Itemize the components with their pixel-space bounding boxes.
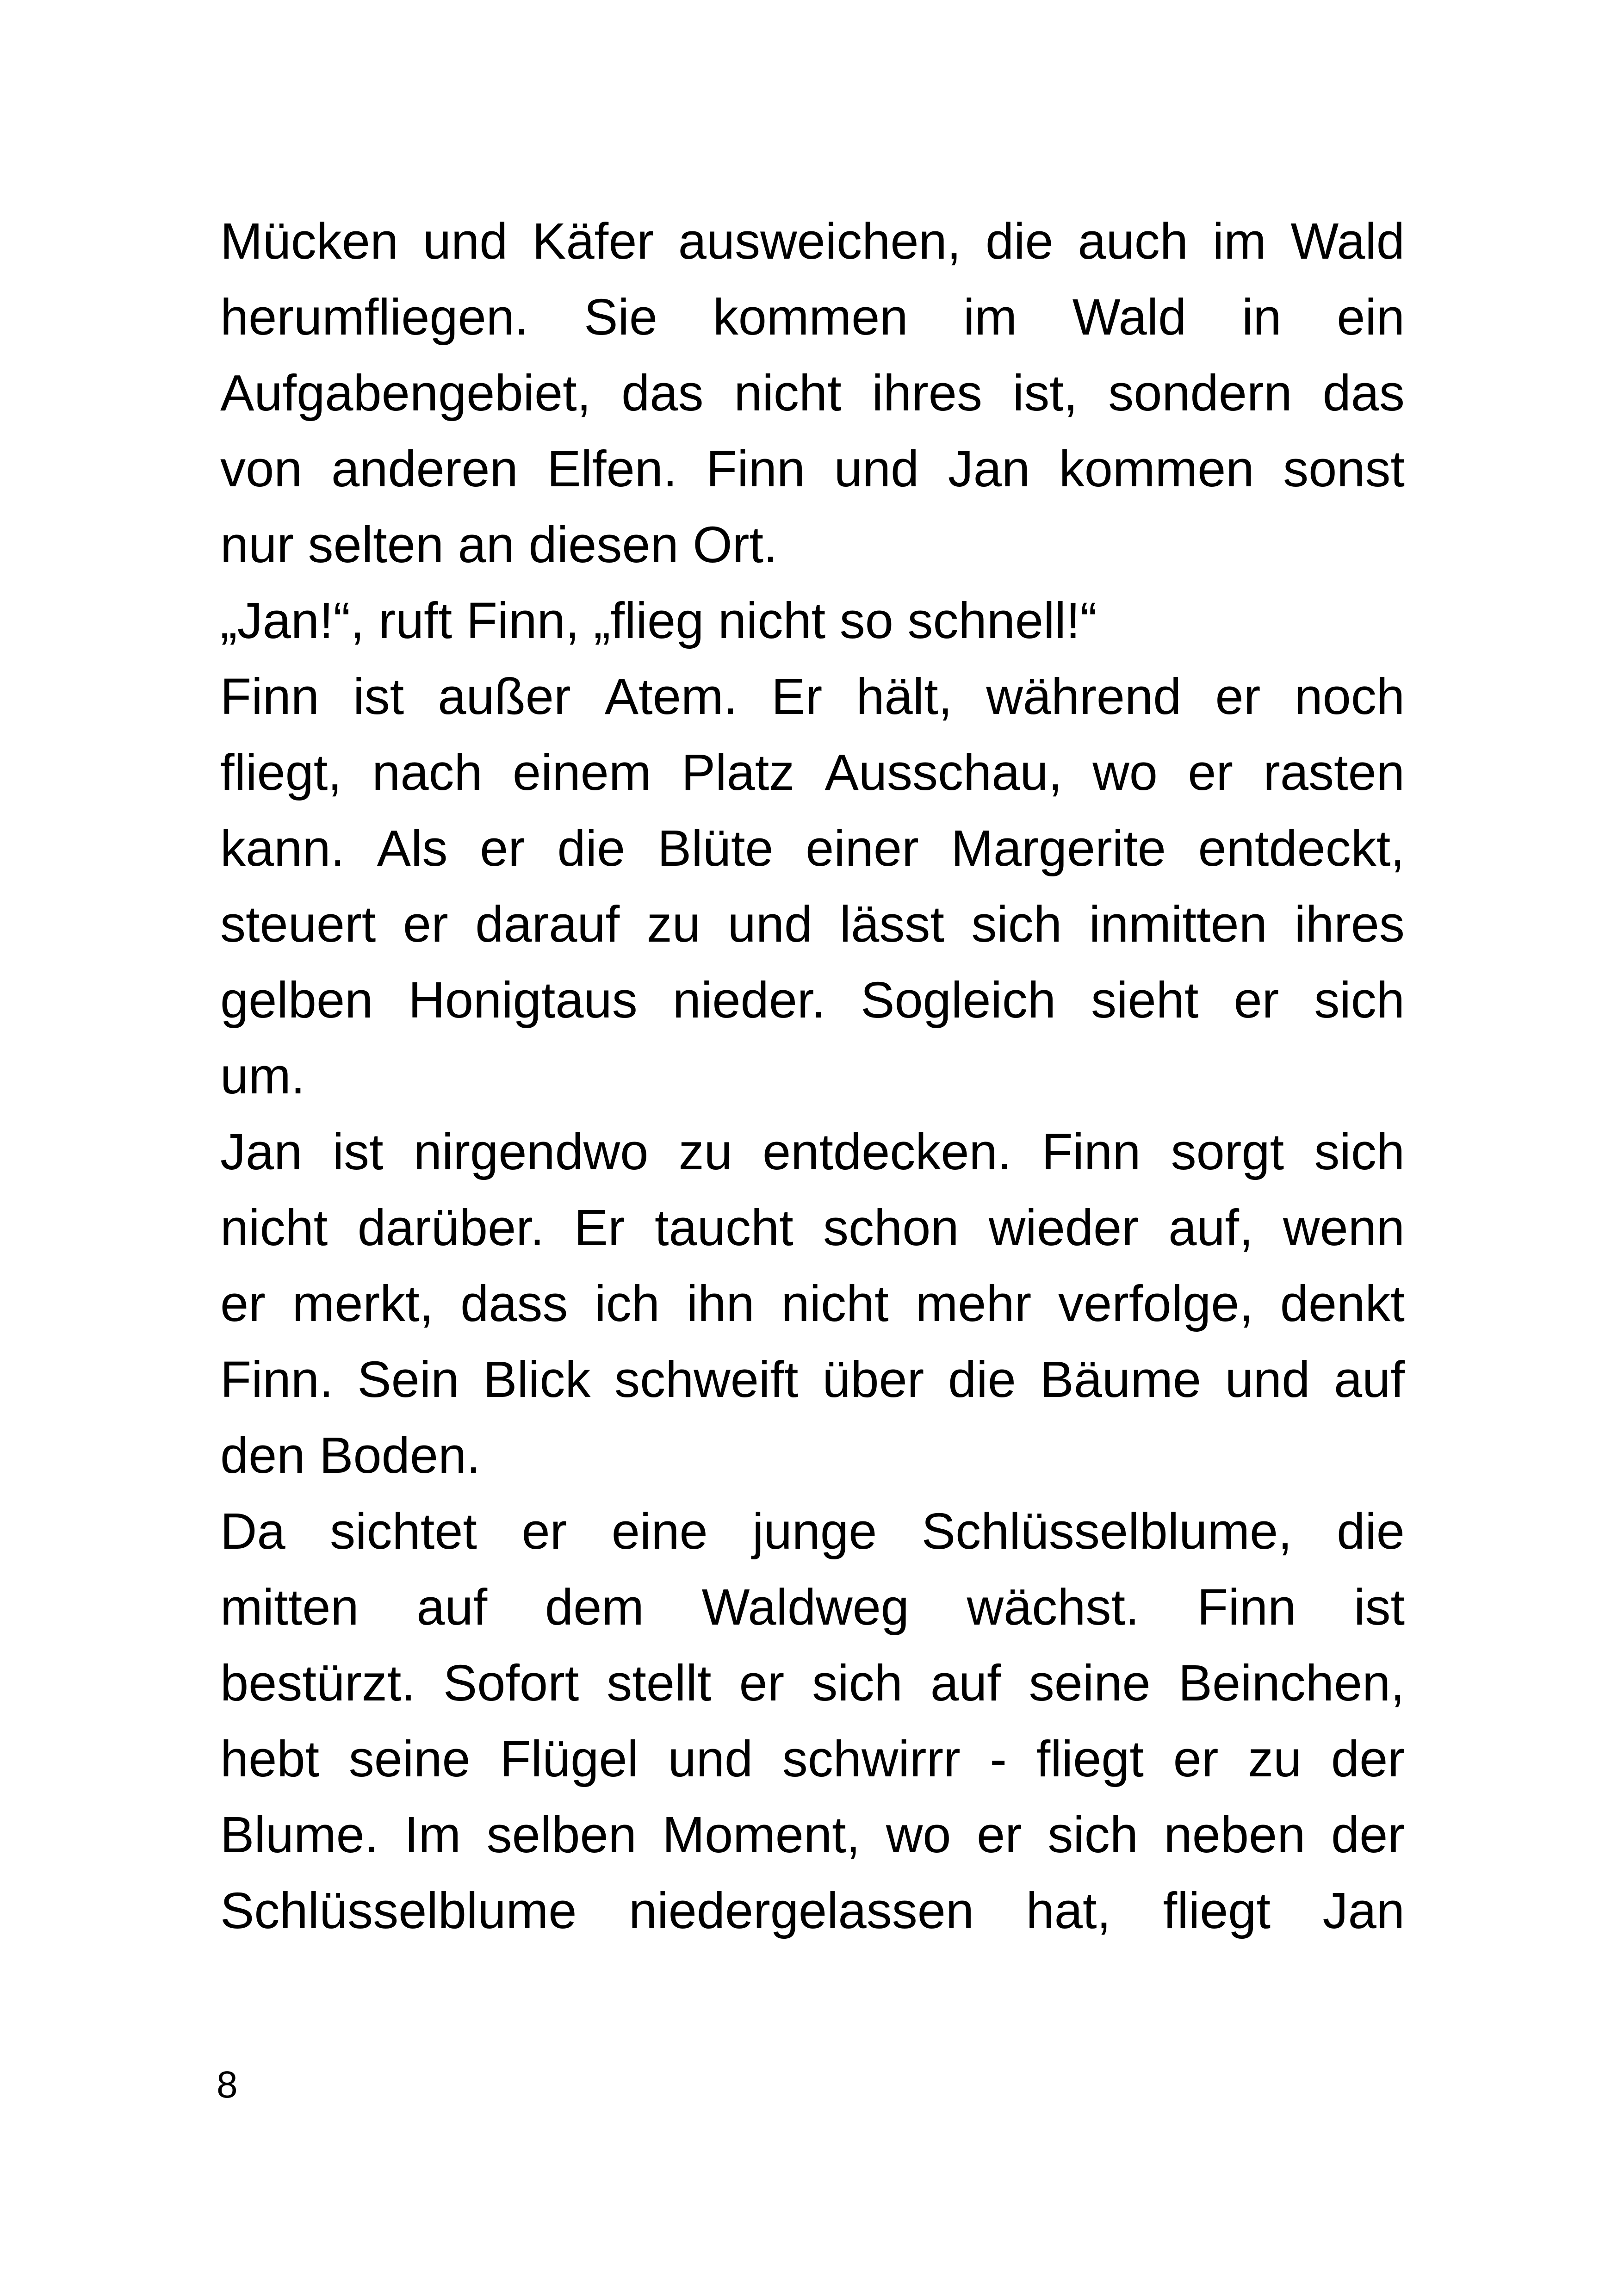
- text-line: fliegt, nach einem Platz Ausschau, wo er rasten: [220, 744, 1405, 801]
- text-line: Finn ist außer Atem. Er hält, während er noch: [220, 668, 1405, 725]
- text-line: mitten auf dem Waldweg wächst. Finn ist: [220, 1579, 1405, 1636]
- body-text: [220, 204, 1405, 1949]
- text-line: Jan ist nirgendwo zu entdecken. Finn sorgt sich: [220, 1123, 1405, 1180]
- text-line: Blume. Im selben Moment, wo er sich neben der: [220, 1806, 1405, 1863]
- text-line: Finn. Sein Blick schweift über die Bäume und auf: [220, 1351, 1405, 1408]
- text-line: Aufgabengebiet, das nicht ihres ist, sondern das: [220, 365, 1405, 422]
- page-number: 8: [217, 2064, 238, 2106]
- text-line: herumfliegen. Sie kommen im Wald in ein: [220, 289, 1405, 346]
- text-line: Mücken und Käfer ausweichen, die auch im Wald: [220, 213, 1405, 270]
- text-line: bestürzt. Sofort stellt er sich auf seine Beinchen,: [220, 1655, 1405, 1712]
- text-line: Da sichtet er eine junge Schlüsselblume, die: [220, 1503, 1405, 1560]
- text-line: nicht darüber. Er taucht schon wieder auf, wenn: [220, 1199, 1405, 1256]
- text-line: nur selten an diesen Ort.: [220, 516, 778, 573]
- text-line: von anderen Elfen. Finn und Jan kommen sonst: [220, 441, 1405, 497]
- text-line: hebt seine Flügel und schwirrr - fliegt er zu der: [220, 1731, 1405, 1787]
- text-line: den Boden.: [220, 1427, 481, 1484]
- text-line: um.: [220, 1048, 305, 1105]
- text-line: gelben Honigtaus nieder. Sogleich sieht er sich: [220, 972, 1405, 1029]
- text-line: steuert er darauf zu und lässt sich inmitten ihres: [220, 896, 1405, 953]
- text-line: kann. Als er die Blüte einer Margerite entdeckt,: [220, 820, 1405, 877]
- text-line: Schlüsselblume niedergelassen hat, fliegt Jan: [220, 1882, 1405, 1939]
- text-line: „Jan!“, ruft Finn, „flieg nicht so schnell!“: [220, 592, 1097, 649]
- text-line: er merkt, dass ich ihn nicht mehr verfolge, denkt: [220, 1275, 1405, 1332]
